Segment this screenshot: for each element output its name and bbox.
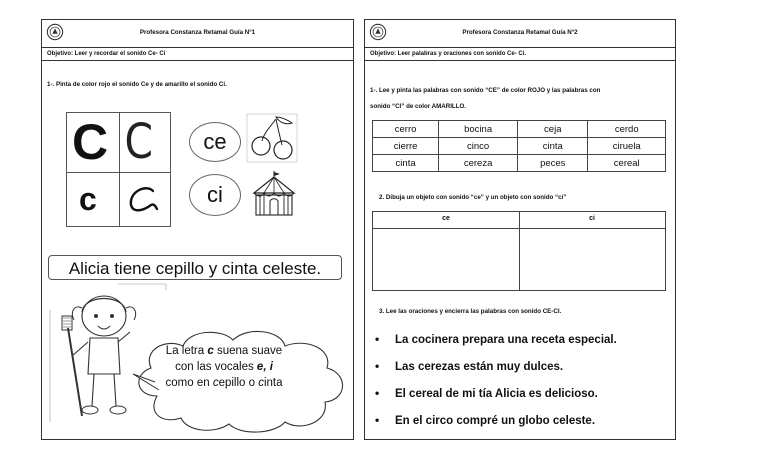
sentence-text: La cocinera prepara una receta especial. xyxy=(395,334,617,346)
word-cell[interactable]: cinta xyxy=(518,138,588,155)
uppercase-thin-c[interactable]: C xyxy=(124,114,154,170)
worksheet-2-instruction-3: 3. Lee las oraciones y encierra las palabras con sonido CE-CI. xyxy=(379,308,562,315)
word-cell[interactable]: ciruela xyxy=(588,138,666,155)
word-cell[interactable]: cereza xyxy=(439,155,518,172)
cloud-text-emphasis: e, i xyxy=(256,361,273,373)
table-row xyxy=(373,138,666,155)
word-cell[interactable]: cerro xyxy=(373,121,439,138)
cloud-text-part: inta xyxy=(263,377,283,389)
sentence-text: El cereal de mi tía Alicia es delicioso. xyxy=(395,388,598,400)
word-table xyxy=(372,120,666,172)
uppercase-bold-c[interactable]: C xyxy=(72,114,109,170)
sentence-list xyxy=(375,326,671,434)
word-cell[interactable]: cinta xyxy=(373,155,439,172)
list-item[interactable] xyxy=(375,326,671,353)
word-cell[interactable]: cerdo xyxy=(588,121,666,138)
worksheet-1-title: Profesora Constanza Retamal Guía N°1 xyxy=(139,29,256,36)
bullet-icon: • xyxy=(375,332,380,346)
draw-area-ci[interactable] xyxy=(519,229,665,290)
table-row xyxy=(373,155,666,172)
worksheet-2-instruction-1 xyxy=(370,86,600,111)
worksheet-1-objective: Objetivo: Leer y recordar el sonido Ce- Ci xyxy=(42,48,353,61)
instruction-1-line-2: sonido “CI” de color AMARILLO. xyxy=(370,102,467,110)
word-cell[interactable]: cinco xyxy=(439,138,518,155)
cursive-c-icon[interactable] xyxy=(125,185,159,215)
worksheet-1-instruction: 1-. Pinta de color rojo el sonido Ce y de amarillo el sonido Ci. xyxy=(47,81,227,88)
cloud-explanation xyxy=(159,343,289,391)
worksheet-2-title: Profesora Constanza Retamal Guía N°2 xyxy=(462,29,578,36)
list-item[interactable] xyxy=(375,407,671,434)
bullet-icon: • xyxy=(375,359,380,373)
cloud-text-part: epillo o xyxy=(218,377,259,389)
sentence-text: En el circo compré un globo celeste. xyxy=(395,415,596,427)
word-cell[interactable]: ceja xyxy=(518,121,588,138)
word-cell[interactable]: bocina xyxy=(439,121,518,138)
list-item[interactable] xyxy=(375,380,671,407)
word-cell[interactable]: peces xyxy=(518,155,588,172)
bullet-icon: • xyxy=(375,413,380,427)
word-cell[interactable]: cereal xyxy=(588,155,666,172)
bullet-icon: • xyxy=(375,386,380,400)
word-cell[interactable]: cierre xyxy=(373,138,439,155)
draw-label-ce: ce xyxy=(442,215,450,222)
worksheet-2-objective: Objetivo: Leer palabras y oraciones con sonido Ce- Ci. xyxy=(365,48,675,61)
worksheet-1 xyxy=(41,19,354,440)
cherries-icon xyxy=(246,113,298,163)
sentence-text: Las cerezas están muy dulces. xyxy=(395,361,564,373)
cloud-text-part: como en xyxy=(165,377,213,389)
cloud-text-emphasis: c xyxy=(212,377,219,389)
worksheet-2 xyxy=(364,19,676,440)
worksheet-2-header xyxy=(365,20,675,48)
cloud-text-emphasis: c xyxy=(207,345,214,357)
list-item[interactable] xyxy=(375,353,671,380)
letter-grid xyxy=(66,112,171,227)
syllable-ce[interactable]: ce xyxy=(189,122,241,162)
cloud-text-part: suena suave xyxy=(213,345,283,357)
table-row xyxy=(373,121,666,138)
lowercase-bold-c[interactable]: c xyxy=(79,181,97,217)
draw-area-ce[interactable] xyxy=(373,229,519,290)
worksheet-2-instruction-2: 2. Dibuja un objeto con sonido “ce” y un objeto con sonido “ci” xyxy=(379,194,567,201)
cloud-text-part: La letra xyxy=(165,345,208,357)
model-sentence: Alicia tiene cepillo y cinta celeste. xyxy=(48,255,342,280)
draw-label-ci: ci xyxy=(589,215,595,222)
cloud-text-emphasis: c xyxy=(258,377,264,389)
cloud-text-part: con las vocales xyxy=(175,361,257,373)
instruction-1-line-1: 1-. Lee y pinta las palabras con sonido “CE” de color ROJO y las palabras con xyxy=(370,87,601,94)
circus-tent-icon xyxy=(250,169,298,217)
drawing-table xyxy=(372,211,666,291)
worksheet-1-header xyxy=(42,20,353,48)
syllable-ci[interactable]: ci xyxy=(189,174,241,216)
